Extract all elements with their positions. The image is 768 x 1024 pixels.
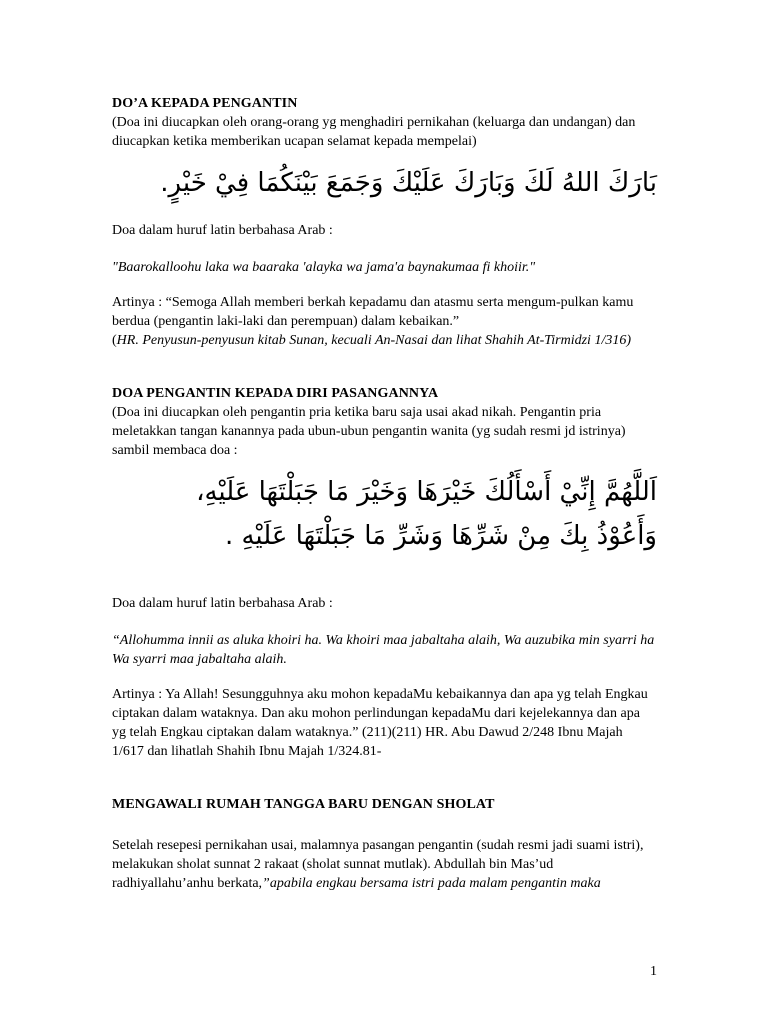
section2-arabic-line-2: وَأَعُوْذُ بِكَ مِنْ شَرِّهَا وَشَرِّ مَا جَبَلْتَهَا عَلَيْهِ . xyxy=(224,521,657,551)
section2-latin-text: “Allohumma innii as aluka khoiri ha. Wa khoiri maa jabaltaha alaih, Wa auzubika min syarri ha Wa syarri maa jabaltaha alaih. xyxy=(112,633,655,667)
section-title-mengawali-rumah-tangga: MENGAWALI RUMAH TANGGA BARU DENGAN SHOLAT xyxy=(112,797,495,812)
section2-meaning: Artinya : Ya Allah! Sesungguhnya aku mohon kepadaMu kebaikannya dan apa yg telah Engkau ciptakan dalam wataknya. Dan aku mohon perlindungan kepadaMu dari kejelekannya dan apa yg telah Engkau ciptakan dalam wataknya.” (211)(211) HR. Abu Dawud 2/248 Ibnu Majah 1/617 dan lihatlah Shahih Ibnu Majah 1/324.81- xyxy=(112,687,648,759)
section1-source: HR. Penyusun-penyusun kitab Sunan, kecuali An-Nasai dan lihat Shahih At-Tirmidzi 1/316) xyxy=(116,333,632,348)
section-title-doa-pengantin-pasangan: DOA PENGANTIN KEPADA DIRI PASANGANNYA xyxy=(112,386,439,401)
section3-quote: ”apabila engkau bersama istri pada malam pengantin maka xyxy=(262,876,601,891)
meaning-text: “Semoga Allah memberi berkah kepadamu dan atasmu serta mengum-pulkan kamu berdua (pengantin laki-laki dan perempuan) dalam kebaikan.” xyxy=(112,295,634,329)
section2-latin-label: Doa dalam huruf latin berbahasa Arab : xyxy=(112,596,333,611)
section1-intro: (Doa ini diucapkan oleh orang-orang yg menghadiri pernikahan (keluarga dan undangan) dan diucapkan ketika memberikan ucapan selamat kepada mempelai) xyxy=(112,115,636,149)
document-page xyxy=(112,94,657,893)
section1-arabic-text: بَارَكَ اللهُ لَكَ وَبَارَكَ عَلَيْكَ وَجَمَعَ بَيْنَكُمَا فِيْ خَيْرٍ. xyxy=(160,168,657,198)
section3-body-text: Setelah resepesi pernikahan usai, malamnya pasangan pengantin (sudah resmi jadi suami istri), melakukan sholat sunnat 2 rakaat (sholat sunnat mutlak). Abdullah bin Mas’ud radhiyallahu’anhu berkata, xyxy=(112,838,644,891)
meaning-prefix: Artinya : xyxy=(112,295,166,310)
section1-latin-text: "Baarokalloohu laka wa baaraka 'alayka wa jama'a baynakumaa fi khoiir." xyxy=(112,260,536,275)
source-open-paren: ( xyxy=(112,333,117,348)
section1-latin-label: Doa dalam huruf latin berbahasa Arab : xyxy=(112,223,333,238)
section2-arabic-line-1: اَللَّهُمَّ إِنِّيْ أَسْأَلُكَ خَيْرَهَا وَخَيْرَ مَا جَبَلْتَهَا عَلَيْهِ، xyxy=(196,477,657,507)
section3-body xyxy=(112,836,657,893)
section-title-doa-kepada-pengantin: DO’A KEPADA PENGANTIN xyxy=(112,96,298,111)
page-number: 1 xyxy=(650,964,657,979)
section2-intro: (Doa ini diucapkan oleh pengantin pria ketika baru saja usai akad nikah. Pengantin pria meletakkan tangan kanannya pada ubun-ubun pengantin wanita (yg sudah resmi jd istrinya) sambil membaca doa : xyxy=(112,405,626,458)
section1-meaning xyxy=(112,293,657,350)
